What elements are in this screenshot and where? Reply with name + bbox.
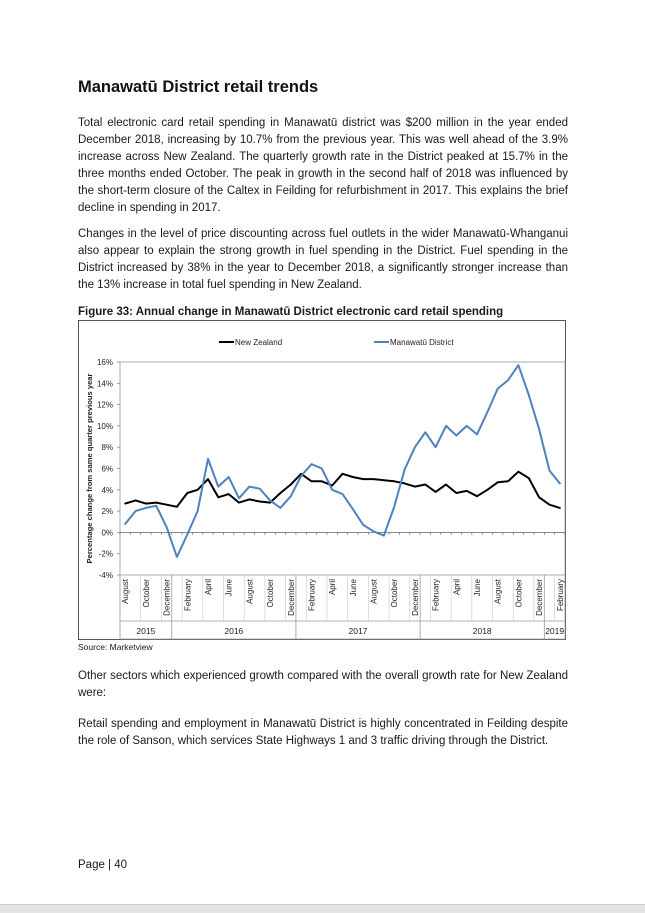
x-month-label: February [183,579,193,612]
y-tick-label: 12% [96,400,113,410]
x-year-label: 2016 [224,626,244,636]
x-month-label: February [431,579,441,612]
section-heading: Manawatū District retail trends [78,78,319,96]
paragraph-spending-summary: Total electronic card retail spending in Manawatū district was $200 million in the year ended December 2018, increasing by 10.7% from the previous year. This was well ahead of the 3.9% increase across New Zealand. The quarterly growth rate in the District peaked at 15.7% in the three months ended October. The peak in growth in the second half of 2018 was influenced by the short-term closure of the Caltex in Feilding for refurbishment in 2017. This explains the brief decline in spending in 2017. [78,117,568,214]
x-month-label: October [141,579,151,608]
series-line-manawatu-district [125,365,560,557]
y-tick-label: 8% [101,443,113,453]
x-month-label: June [224,579,234,597]
y-tick-label: 2% [101,507,113,517]
x-month-label: June [348,579,358,597]
page-number: Page | 40 [78,859,128,871]
y-tick-label: 16% [96,358,113,367]
x-month-label: December [286,579,296,616]
plot-area-frame [120,362,565,575]
figure-source: Source: Marketview [78,642,153,652]
paragraph-other-sectors: Other sectors which experienced growth compared with the overall growth rate for New Zealand were: [78,670,568,699]
x-year-label: 2018 [472,626,492,636]
y-tick-label: 10% [96,421,113,431]
legend-label: New Zealand [235,338,283,347]
x-month-label: April [203,579,213,596]
x-month-label: February [555,579,565,612]
x-year-label: 2019 [545,626,565,636]
x-year-label: 2017 [348,626,368,636]
x-month-label: December [535,579,545,616]
x-month-label: February [307,579,317,612]
x-month-label: October [390,579,400,608]
series-line-new-zealand [125,472,560,508]
line-chart [79,321,567,641]
y-tick-label: 4% [101,485,113,495]
y-tick-label: 14% [96,379,113,389]
x-month-label: August [121,579,131,604]
y-axis-title: Percentage change from same quarter previous year [85,373,94,564]
paragraph-feilding-concentration: Retail spending and employment in Manawatū District is highly concentrated in Feilding despite the role of Sanson, which services State Highways 1 and 3 traffic driving through the District. [78,718,568,747]
x-month-label: December [410,579,420,616]
paragraph-fuel-discounting: Changes in the level of price discounting across fuel outlets in the wider Manawatū-Whanganui also appear to explain the strong growth in fuel spending in the District. Fuel spending in the District increased by 38% in the year to December 2018, a significantly stronger increase than the 13% increase in total fuel spending in New Zealand. [78,228,568,291]
x-month-label: August [493,579,503,604]
x-month-label: October [514,579,524,608]
legend-label: Manawatū District [390,338,454,347]
y-tick-label: -2% [98,549,113,559]
x-month-label: April [452,579,462,596]
x-month-label: June [473,579,483,597]
x-month-label: October [266,579,276,608]
x-year-label: 2015 [136,626,156,636]
x-month-label: December [162,579,172,616]
y-tick-label: 6% [101,464,113,474]
y-tick-label: -4% [98,571,113,580]
x-month-label: April [328,579,338,596]
x-month-label: August [369,579,379,604]
figure-caption: Figure 33: Annual change in Manawatū District electronic card retail spending [78,306,504,318]
chart-container [78,320,566,640]
x-month-label: August [245,579,255,604]
y-tick-label: 0% [101,528,113,538]
